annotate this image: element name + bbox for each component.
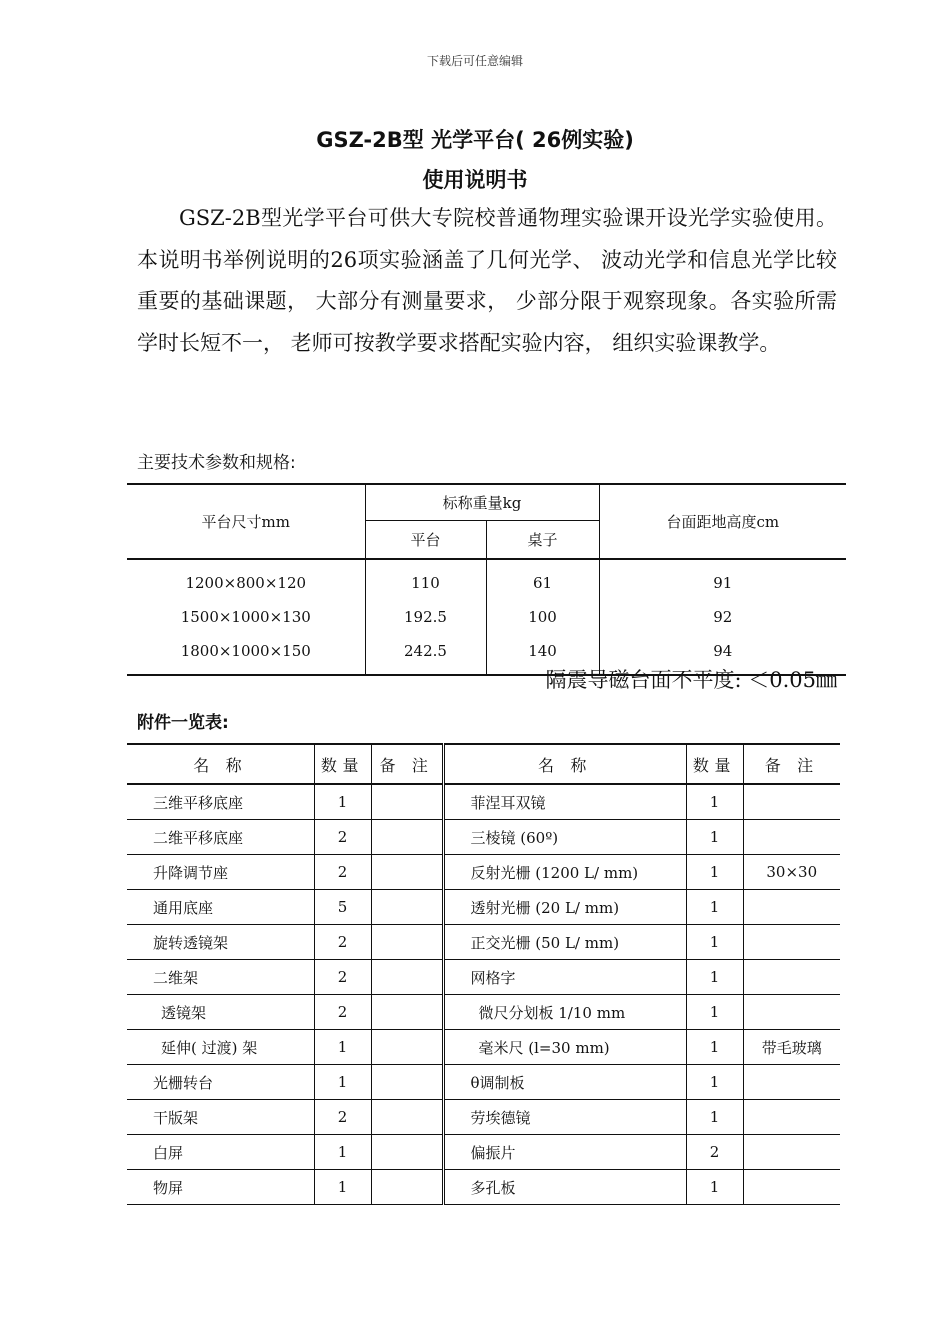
- acc-cell-qty-right: 1: [686, 784, 743, 820]
- acc-cell-note-right: 30×30: [743, 855, 840, 890]
- spec-cell-height: 92: [713, 608, 733, 626]
- acc-cell-name-left: 白屏: [127, 1135, 314, 1170]
- acc-cell-qty-left: 2: [314, 855, 371, 890]
- acc-cell-note-right: [743, 890, 840, 925]
- acc-cell-note-left: [371, 855, 443, 890]
- acc-cell-qty-left: 2: [314, 995, 371, 1030]
- spec-cell-platform: 110: [365, 559, 486, 600]
- acc-cell-qty-right: 1: [686, 1065, 743, 1100]
- acc-cell-note-right: [743, 1170, 840, 1205]
- acc-cell-qty-right: 1: [686, 1030, 743, 1065]
- accessory-header-row: [127, 744, 840, 784]
- spec-table: [127, 483, 846, 676]
- acc-cell-qty-left: 5: [314, 890, 371, 925]
- intro-paragraph: GSZ-2B型光学平台可供大专院校普通物理实验课开设光学实验使用。本说明书举例说明的26项实验涵盖了几何光学、 波动光学和信息光学比较重要的基础课题， 大部分有测量要求， 少部分限于观察现象。各实验所需学时长短不一， 老师可按教学要求搭配实验内容， 组织实验课教学。: [137, 206, 837, 355]
- page-header-note: 下载后可任意编辑: [426, 54, 523, 68]
- spec-cell-table: 140: [486, 634, 599, 675]
- accessory-table: [127, 743, 840, 1205]
- table-row: [127, 995, 840, 1030]
- acc-cell-qty-left: 1: [314, 784, 371, 820]
- acc-cell-name-right: 反射光栅 (1200 L/ mm): [443, 855, 686, 890]
- acc-cell-qty-right: 1: [686, 1100, 743, 1135]
- acc-cell-note-left: [371, 1030, 443, 1065]
- spec-cell-size: 1500×1000×130: [127, 600, 365, 634]
- acc-cell-name-right: 透射光栅 (20 L/ mm): [443, 890, 686, 925]
- acc-cell-note-right: [743, 960, 840, 995]
- acc-cell-name-left: 光栅转台: [127, 1065, 314, 1100]
- acc-cell-qty-right: 1: [686, 960, 743, 995]
- acc-cell-qty-left: 1: [314, 1065, 371, 1100]
- acc-cell-name-right: θ调制板: [443, 1065, 686, 1100]
- acc-cell-name-left: 二维架: [127, 960, 314, 995]
- acc-cell-note-right: [743, 995, 840, 1030]
- acc-cell-qty-left: 1: [314, 1030, 371, 1065]
- acc-cell-note-right: [743, 820, 840, 855]
- acc-cell-name-right: 三棱镜 (60º): [443, 820, 686, 855]
- acc-header-name-right: 名 称: [443, 744, 686, 784]
- acc-cell-qty-right: 1: [686, 890, 743, 925]
- acc-cell-qty-left: 2: [314, 960, 371, 995]
- spec-cell-size: 1800×1000×150: [127, 634, 365, 675]
- acc-cell-name-left: 升降调节座: [127, 855, 314, 890]
- acc-cell-name-left: 旋转透镜架: [127, 925, 314, 960]
- table-row: [127, 1030, 840, 1065]
- acc-cell-name-left: 透镜架: [127, 995, 314, 1030]
- acc-header-name-left: 名 称: [127, 744, 314, 784]
- acc-cell-qty-left: 2: [314, 820, 371, 855]
- acc-cell-note-left: [371, 820, 443, 855]
- table-row: [127, 784, 840, 820]
- acc-cell-name-left: 延伸( 过渡) 架: [127, 1030, 314, 1065]
- acc-cell-name-right: 多孔板: [443, 1170, 686, 1205]
- acc-cell-name-right: 正交光栅 (50 L/ mm): [443, 925, 686, 960]
- spec-cell-table: 61: [486, 559, 599, 600]
- acc-cell-qty-left: 1: [314, 1170, 371, 1205]
- acc-cell-qty-right: 1: [686, 925, 743, 960]
- table-row: [127, 890, 840, 925]
- table-row: [127, 1100, 840, 1135]
- acc-cell-name-right: 劳埃德镜: [443, 1100, 686, 1135]
- spec-header-height: 台面距地高度cm: [599, 484, 846, 559]
- acc-cell-qty-right: 1: [686, 995, 743, 1030]
- acc-cell-note-left: [371, 960, 443, 995]
- acc-cell-name-right: 网格字: [443, 960, 686, 995]
- acc-cell-name-left: 二维平移底座: [127, 820, 314, 855]
- acc-cell-name-left: 物屏: [127, 1170, 314, 1205]
- acc-cell-name-right: 微尺分划板 1/10 mm: [443, 995, 686, 1030]
- acc-cell-note-left: [371, 1065, 443, 1100]
- table-row: [127, 1065, 840, 1100]
- acc-cell-qty-right: 1: [686, 820, 743, 855]
- table-row: [127, 855, 840, 890]
- acc-cell-qty-left: 1: [314, 1135, 371, 1170]
- acc-cell-note-right: [743, 1100, 840, 1135]
- acc-cell-note-left: [371, 1135, 443, 1170]
- spec-cell-platform: 192.5: [365, 600, 486, 634]
- spec-header-table: 桌子: [486, 521, 599, 560]
- acc-cell-name-right: 毫米尺 (l=30 mm): [443, 1030, 686, 1065]
- spec-cell-height: 94: [713, 642, 733, 660]
- acc-cell-note-left: [371, 784, 443, 820]
- acc-cell-qty-right: 1: [686, 1170, 743, 1205]
- document-title: GSZ-2B型 光学平台( 26例实验): [316, 128, 634, 152]
- table-row: [127, 925, 840, 960]
- acc-cell-name-right: 偏振片: [443, 1135, 686, 1170]
- spec-cell-height: 91: [713, 574, 733, 592]
- acc-header-note-left: 备 注: [371, 744, 443, 784]
- acc-cell-note-right: [743, 784, 840, 820]
- acc-cell-qty-right: 2: [686, 1135, 743, 1170]
- acc-cell-note-right: [743, 1135, 840, 1170]
- spec-header-platform: 平台: [365, 521, 486, 560]
- spec-section-label: 主要技术参数和规格:: [137, 453, 296, 473]
- acc-cell-qty-right: 1: [686, 855, 743, 890]
- acc-cell-qty-left: 2: [314, 1100, 371, 1135]
- acc-cell-note-right: 带毛玻璃: [743, 1030, 840, 1065]
- spec-header-weight: 标称重量kg: [365, 484, 599, 521]
- table-row: [127, 820, 840, 855]
- acc-cell-note-left: [371, 1170, 443, 1205]
- table-row: [127, 1135, 840, 1170]
- spec-cell-platform: 242.5: [365, 634, 486, 675]
- acc-cell-note-left: [371, 890, 443, 925]
- acc-cell-name-left: 干版架: [127, 1100, 314, 1135]
- spec-row: [127, 600, 846, 634]
- acc-cell-note-left: [371, 1100, 443, 1135]
- acc-cell-note-left: [371, 995, 443, 1030]
- flatness-spec: 隔震导磁台面不平度: ＜0.05㎜: [545, 668, 837, 692]
- accessory-section-label: 附件一览表:: [137, 713, 229, 733]
- table-row: [127, 1170, 840, 1205]
- acc-cell-note-right: [743, 1065, 840, 1100]
- acc-header-qty-right: 数量: [686, 744, 743, 784]
- acc-cell-note-left: [371, 925, 443, 960]
- acc-cell-note-right: [743, 925, 840, 960]
- document-subtitle: 使用说明书: [422, 168, 528, 192]
- acc-header-note-right: 备 注: [743, 744, 840, 784]
- spec-cell-size: 1200×800×120: [127, 559, 365, 600]
- acc-cell-qty-left: 2: [314, 925, 371, 960]
- acc-cell-name-left: 通用底座: [127, 890, 314, 925]
- spec-header-size: 平台尺寸mm: [127, 484, 365, 559]
- spec-row: [127, 559, 846, 600]
- acc-cell-name-left: 三维平移底座: [127, 784, 314, 820]
- spec-cell-table: 100: [486, 600, 599, 634]
- acc-cell-name-right: 菲涅耳双镜: [443, 784, 686, 820]
- table-row: [127, 960, 840, 995]
- acc-header-qty-left: 数量: [314, 744, 371, 784]
